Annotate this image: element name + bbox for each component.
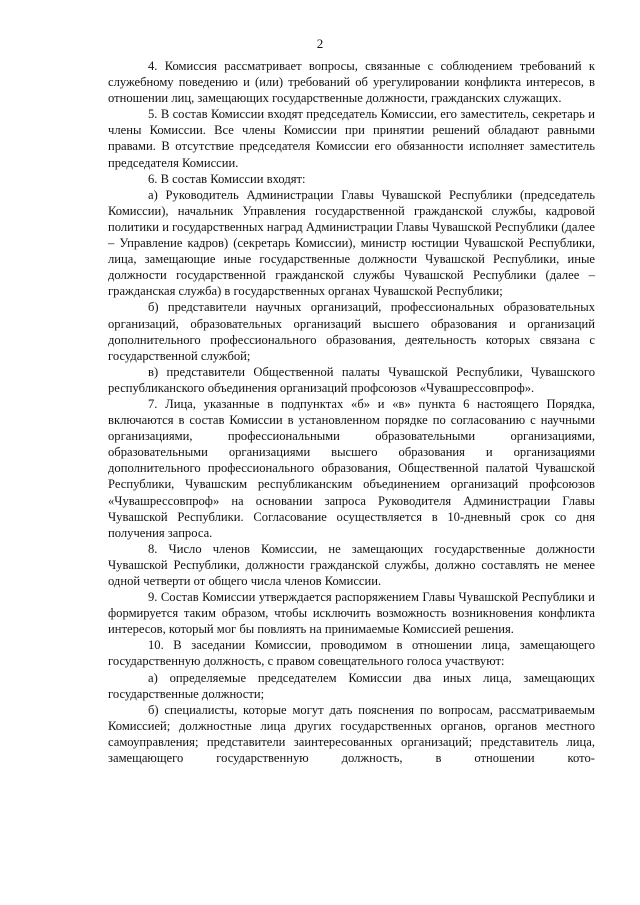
paragraph-6a: а) Руководитель Администрации Главы Чувашской Республики (председатель Комиссии), начальник Управления государственной гражданской службы, кадровой политики и государственных наград Администрации Главы Чувашской Республики (далее – Управление кадров) (секретарь Комиссии), министр юстиции Чувашской Республики, лица, замещающие иные государственные должности Чувашской Республики, иные должности государственной гражданской службы Чувашской Республики (далее – гражданская служба) в государственных органах Чувашской Республики; (108, 187, 595, 299)
paragraph-6v: в) представители Общественной палаты Чувашской Республики, Чувашского республиканского объединения организаций профсоюзов «Чувашрессовпроф». (108, 364, 595, 395)
paragraph-6b: б) представители научных организаций, профессиональных образовательных организаций, образовательных организаций высшего образования и организаций дополнительного профессионального образования, деятельность которых связана с государственной службой; (108, 300, 595, 363)
paragraph-4: 4. Комиссия рассматривает вопросы, связанные с соблюдением требований к служебному поведению и (или) требований об урегулировании конфликта интересов, в отношении лиц, замещающих государственные должности, гражданских служащих. (108, 59, 595, 106)
paragraph-10: 10. В заседании Комиссии, проводимом в отношении лица, замещающего государственную должность, с правом совещательного голоса участвуют: (108, 638, 595, 669)
document-body (108, 58, 595, 766)
paragraph-7: 7. Лица, указанные в подпунктах «б» и «в» пункта 6 настоящего Порядка, включаются в состав Комиссии в установленном порядке по согласованию с научными организациями, профессиональными образовательными организациями, образовательными организациями высшего образования и организациями дополнительного профессионального образования, Общественной палатой Чувашской Республики, Чувашским республиканским объединением организаций профсоюзов «Чувашрессовпроф» на основании запроса Руководителя Администрации Главы Чувашской Республики. Согласование осуществляется в 10-дневный срок со дня получения запроса. (108, 396, 595, 540)
paragraph-6: 6. В состав Комиссии входят: (148, 171, 306, 186)
paragraph-9: 9. Состав Комиссии утверждается распоряжением Главы Чувашской Республики и формируется таким образом, чтобы исключить возможность возникновения конфликта интересов, который мог бы повлиять на принимаемые Комиссией решения. (108, 590, 595, 637)
paragraph-8: 8. Число членов Комиссии, не замещающих государственные должности Чувашской Республики, должности гражданской службы, должно составлять не менее одной четверти от общего числа членов Комиссии. (108, 541, 595, 588)
paragraph-10a: а) определяемые председателем Комиссии два иных лица, замещающих государственные должности; (108, 670, 595, 701)
paragraph-10b: б) специалисты, которые могут дать пояснения по вопросам, рассматриваемым Комиссией; должностные лица других государственных органов, органов местного самоуправления; представители заинтересованных организаций; представитель лица, замещающего государственную должность, в отношении кото- (108, 702, 595, 766)
paragraph-5: 5. В состав Комиссии входят председатель Комиссии, его заместитель, секретарь и члены Комиссии. Все члены Комиссии при принятии решений обладают равными правами. В отсутствие председателя Комиссии его обязанности исполняет заместитель председателя Комиссии. (108, 107, 595, 170)
page-number: 2 (316, 36, 324, 51)
